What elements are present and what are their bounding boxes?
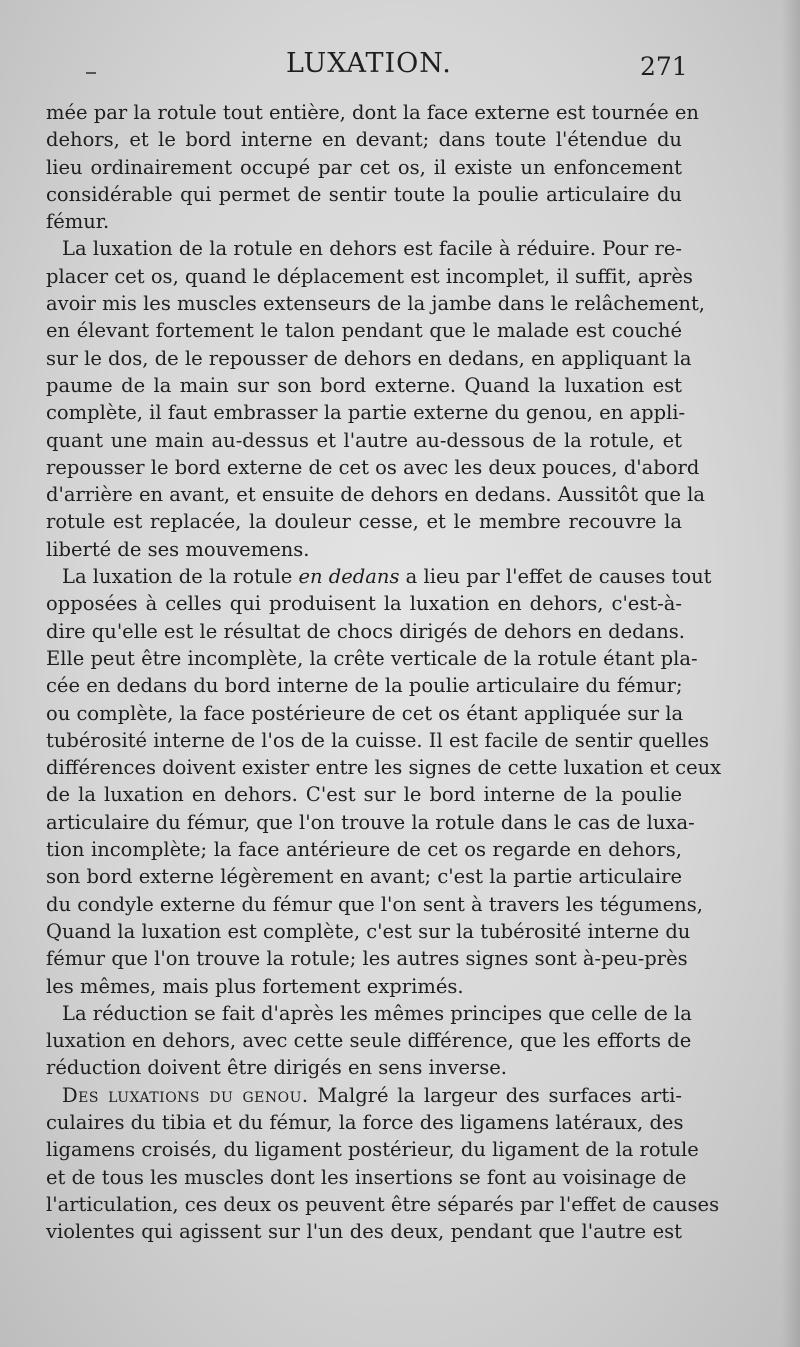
- text-line: La réduction se fait d'après les mêmes principes que celle de la: [62, 1001, 692, 1025]
- text-line: réduction doivent être dirigés en sens inverse.: [46, 1056, 507, 1080]
- text-line: les mêmes, mais plus fortement exprimés.: [46, 974, 464, 998]
- text-line: opposées à celles qui produisent la luxation en dehors, c'est-à-: [46, 592, 682, 616]
- text-line: mée par la rotule tout entière, dont la face externe est tournée en: [46, 101, 699, 124]
- text-line: dehors, et le bord interne en devant; dans toute l'étendue du: [46, 128, 682, 152]
- text-line: tion incomplète; la face antérieure de cet os regarde en dehors,: [46, 838, 682, 862]
- text-line: luxation en dehors, avec cette seule différence, que les efforts de: [46, 1029, 692, 1053]
- text-line: rotule est replacée, la douleur cesse, et le membre recouvre la: [46, 510, 682, 534]
- paragraph-3: [46, 563, 722, 1000]
- text-line: tubérosité interne de l'os de la cuisse. Il est facile de sentir quelles: [46, 728, 710, 752]
- text-line: avoir mis les muscles extenseurs de la jambe dans le relâchement,: [46, 292, 706, 316]
- body-text: [46, 99, 722, 1245]
- text-line: en élevant fortement le talon pendant que le malade est couché: [46, 319, 682, 343]
- text-line: fémur que l'on trouve la rotule; les autres signes sont à-peu-près: [46, 947, 688, 971]
- section-heading: Des luxations du genou.: [62, 1083, 309, 1107]
- text-line: sur le dos, de le repousser de dehors en dedans, en appliquant la: [46, 346, 692, 370]
- page-number: 271: [640, 52, 688, 81]
- text-line: paume de la main sur son bord externe. Quand la luxation est: [46, 373, 682, 397]
- text-line: et de tous les muscles dont les insertions se font au voisinage de: [46, 1165, 687, 1189]
- page-edge-shadow: [782, 0, 800, 1347]
- text-line: culaires du tibia et du fémur, la force des ligamens latéraux, des: [46, 1110, 684, 1134]
- paragraph-4: [46, 1000, 692, 1082]
- paragraph-1: [46, 99, 699, 235]
- text-line: fémur.: [46, 210, 110, 234]
- text-line: articulaire du fémur, que l'on trouve la rotule dans le cas de luxa-: [46, 810, 695, 834]
- text-line: l'articulation, ces deux os peuvent être séparés par l'effet de causes: [46, 1192, 720, 1216]
- paragraph-2: [46, 235, 706, 563]
- paragraph-5: [46, 1082, 720, 1246]
- running-head: LUXATION.: [286, 48, 452, 79]
- text-line: [46, 1082, 682, 1109]
- text-line: Quand la luxation est complète, c'est sur la tubérosité interne du: [46, 919, 691, 943]
- text-fragment: Malgré la largeur des surfaces arti-: [308, 1083, 682, 1107]
- text-line: cée en dedans du bord interne de la poulie articulaire du fémur;: [46, 674, 683, 698]
- text-line: dire qu'elle est le résultat de chocs dirigés de dehors en dedans.: [46, 619, 685, 643]
- text-line: placer cet os, quand le déplacement est incomplet, il suffit, après: [46, 264, 693, 288]
- text-line: La luxation de la rotule en dedans a lieu par l'effet de causes tout: [62, 565, 712, 589]
- text-line: liberté de ses mouvemens.: [46, 537, 310, 561]
- header-dash: [86, 72, 96, 74]
- text-line: quant une main au-dessus et l'autre au-dessous de la rotule, et: [46, 428, 682, 452]
- text-line: ou complète, la face postérieure de cet os étant appliquée sur la: [46, 701, 684, 725]
- text-line: complète, il faut embrasser la partie externe du genou, en appli-: [46, 401, 686, 425]
- text-line: ligamens croisés, du ligament postérieur, du ligament de la rotule: [46, 1138, 699, 1162]
- page-header: [0, 44, 800, 84]
- text-line: son bord externe légèrement en avant; c'est la partie articulaire: [46, 865, 682, 889]
- text-line: lieu ordinairement occupé par cet os, il existe un enfoncement: [46, 155, 682, 179]
- text-line: différences doivent exister entre les signes de cette luxation et ceux: [46, 756, 722, 780]
- text-line: repousser le bord externe de cet os avec les deux pouces, d'abord: [46, 455, 700, 479]
- emphasis-en-dedans: en dedans: [298, 565, 400, 589]
- text-line: La luxation de la rotule en dehors est facile à réduire. Pour re-: [62, 237, 682, 261]
- text-line: violentes qui agissent sur l'un des deux, pendant que l'autre est: [46, 1220, 682, 1244]
- text-line: Elle peut être incomplète, la crête verticale de la rotule étant pla-: [46, 646, 698, 670]
- text-line: de la luxation en dehors. C'est sur le bord interne de la poulie: [46, 783, 682, 807]
- text-line: considérable qui permet de sentir toute la poulie articulaire du: [46, 182, 682, 206]
- text-line: d'arrière en avant, et ensuite de dehors en dedans. Aussitôt que la: [46, 483, 705, 507]
- text-line: du condyle externe du fémur que l'on sent à travers les tégumens,: [46, 892, 703, 916]
